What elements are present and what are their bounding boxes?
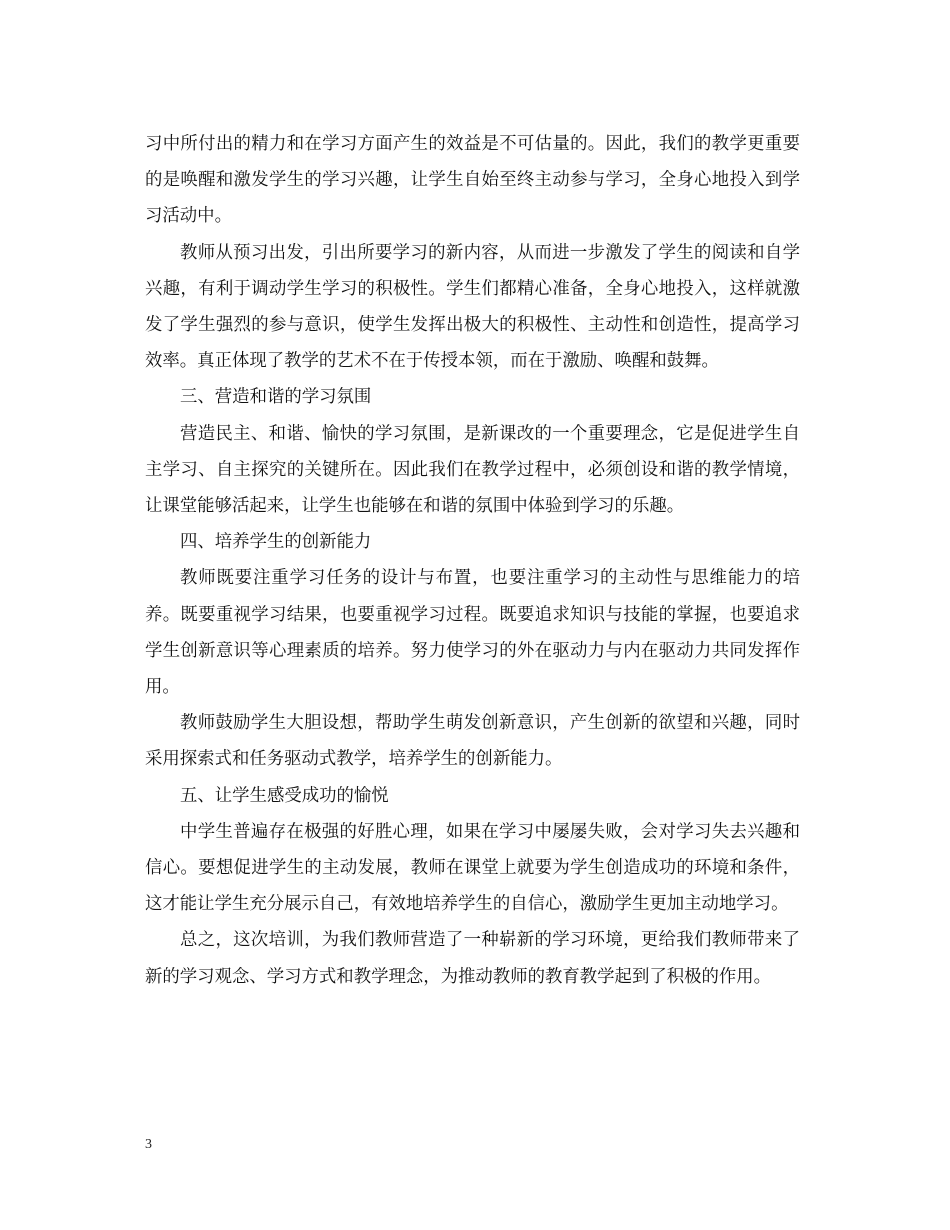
paragraph: 教师鼓励学生大胆设想，帮助学生萌发创新意识，产生创新的欲望和兴趣，同时采用探索式和任务驱动式教学，培养学生的创新能力。	[145, 713, 800, 770]
section-heading: 三、营造和谐的学习氛围	[180, 387, 372, 408]
paragraph: 教师既要注重学习任务的设计与布置，也要注重学习的主动性与思维能力的培养。既要重视学习结果，也要重视学习过程。既要追求知识与技能的掌握，也要追求学生创新意识等心理素质的培养。努力使学习的外在驱动力与内在驱动力共同发挥作用。	[145, 568, 800, 698]
paragraph: 教师从预习出发，引出所要学习的新内容，从而进一步激发了学生的阅读和自学兴趣，有利于调动学生学习的积极性。学生们都精心准备，全身心地投入，这样就激发了学生强烈的参与意识，使学生发挥出极大的积极性、主动性和创造性，提高学习效率。真正体现了教学的艺术不在于传授本领，而在于激励、唤醒和鼓舞。	[145, 242, 800, 372]
paragraph: 营造民主、和谐、愉快的学习氛围，是新课改的一个重要理念，它是促进学生自主学习、自主探究的关键所在。因此我们在教学过程中，必须创设和谐的教学情境，让课堂能够活起来，让学生也能够在和谐的氛围中体验到学习的乐趣。	[145, 423, 800, 517]
document-body	[145, 126, 800, 995]
paragraph-conclusion: 总之，这次培训，为我们教师营造了一种崭新的学习环境，更给我们教师带来了新的学习观念、学习方式和教学理念，为推动教师的教育教学起到了积极的作用。	[145, 930, 800, 987]
page-number: 3	[145, 1137, 152, 1152]
section-heading: 四、培养学生的创新能力	[180, 532, 372, 553]
paragraph-continuation: 习中所付出的精力和在学习方面产生的效益是不可估量的。因此，我们的教学更重要的是唤醒和激发学生的学习兴趣，让学生自始至终主动参与学习，全身心地投入到学习活动中。	[145, 134, 800, 227]
paragraph: 中学生普遍存在极强的好胜心理，如果在学习中屡屡失败，会对学习失去兴趣和信心。要想促进学生的主动发展，教师在课堂上就要为学生创造成功的环境和条件，这才能让学生充分展示自己，有效地培养学生的自信心，激励学生更加主动地学习。	[145, 821, 800, 915]
section-heading: 五、让学生感受成功的愉悦	[180, 785, 389, 806]
